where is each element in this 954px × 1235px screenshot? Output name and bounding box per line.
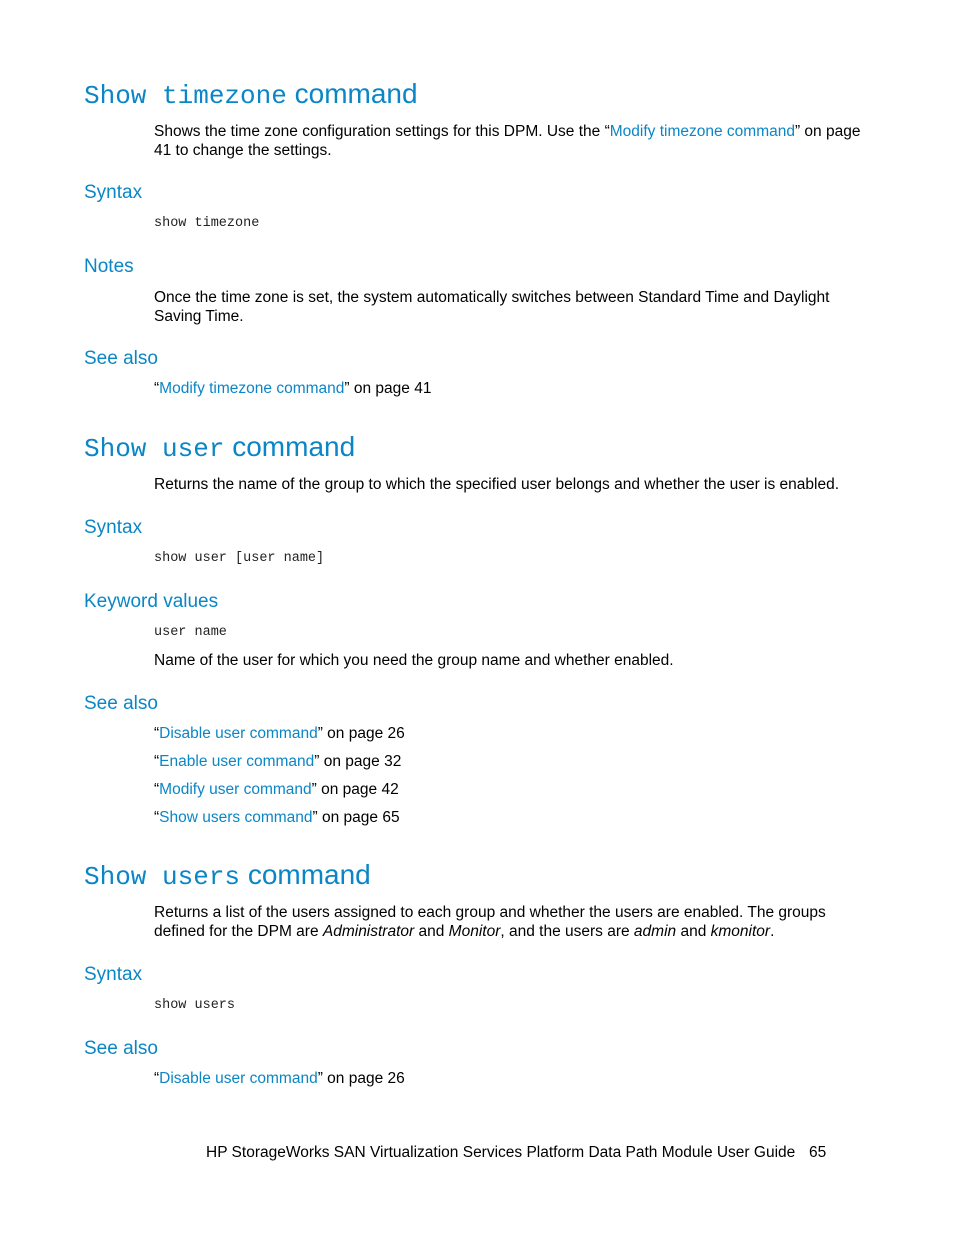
see-also-heading: See also (84, 693, 158, 714)
syntax-code: show timezone (154, 216, 260, 231)
see-also-item (154, 808, 400, 827)
quote-open: “ (154, 725, 160, 742)
desc-text: ” on page (794, 123, 861, 140)
heading-command-word: command (247, 859, 371, 890)
syntax-code: show users (154, 998, 236, 1013)
see-also-heading: See also (84, 348, 158, 369)
notes-heading: Notes (84, 256, 134, 277)
see-also-item (154, 780, 399, 799)
show-user-description: Returns the name of the group to which the specified user belongs and whether the user is enabled. (154, 476, 840, 493)
section-heading-show-user (84, 433, 355, 462)
quote-open: “ (154, 753, 160, 770)
quote-open: “ (154, 809, 160, 826)
see-also-item (154, 724, 405, 743)
modify-timezone-link[interactable]: Modify timezone command (159, 380, 345, 397)
heading-command-word: command (294, 78, 418, 109)
notes-text (154, 288, 829, 326)
enable-user-link[interactable]: Enable user command (159, 753, 315, 770)
footer-title: HP StorageWorks SAN Virtualization Services Platform Data Path Module User Guide (206, 1144, 796, 1161)
disable-user-link[interactable]: Disable user command (159, 1070, 318, 1087)
quote-open: “ (154, 781, 160, 798)
keyword-code: user name (154, 625, 227, 640)
desc-text: . (770, 923, 775, 940)
group-name: Administrator (322, 923, 415, 940)
modify-timezone-link[interactable]: Modify timezone command (609, 123, 795, 140)
desc-text: and (676, 923, 711, 940)
keyword-values-heading: Keyword values (84, 591, 219, 612)
disable-user-link[interactable]: Disable user command (159, 725, 318, 742)
desc-text: 41 to change the settings. (154, 142, 332, 159)
syntax-heading: Syntax (84, 517, 143, 538)
keyword-description: Name of the user for which you need the group name and whether enabled. (154, 652, 674, 669)
syntax-heading: Syntax (84, 964, 143, 985)
syntax-heading: Syntax (84, 182, 143, 203)
notes-line: Saving Time. (154, 308, 244, 325)
page-ref: ” on page 42 (311, 781, 399, 798)
desc-line: Returns a list of the users assigned to each group and whether the users are enabled. The groups (154, 904, 826, 921)
page-ref: ” on page 26 (317, 1070, 405, 1087)
heading-command-name: Show users (84, 862, 241, 892)
page-number: 65 (809, 1144, 827, 1161)
desc-text: Shows the time zone configuration settings for this DPM. Use the “ (154, 123, 610, 140)
show-users-link[interactable]: Show users command (159, 809, 313, 826)
see-also-item (154, 752, 401, 771)
heading-command-name: Show user (84, 434, 225, 464)
see-also-heading: See also (84, 1038, 158, 1059)
desc-text: defined for the DPM are (154, 923, 323, 940)
group-name: Monitor (448, 923, 501, 940)
page-ref: ” on page 26 (317, 725, 405, 742)
notes-line: Once the time zone is set, the system automatically switches between Standard Time and Daylight (154, 289, 830, 306)
show-timezone-description (154, 122, 860, 160)
heading-command-name: Show timezone (84, 81, 287, 111)
page-ref: ” on page 41 (344, 380, 432, 397)
desc-text: , and the users are (500, 923, 634, 940)
user-name: admin (633, 923, 677, 940)
section-heading-show-timezone (84, 80, 418, 109)
show-users-description (154, 903, 826, 941)
user-name: kmonitor (710, 923, 771, 940)
page-ref: ” on page 32 (314, 753, 402, 770)
heading-command-word: command (232, 431, 356, 462)
syntax-code: show user [user name] (154, 551, 325, 566)
section-heading-show-users (84, 861, 371, 890)
see-also-item (154, 379, 431, 398)
modify-user-link[interactable]: Modify user command (159, 781, 312, 798)
quote-open: “ (154, 380, 160, 397)
desc-text: and (414, 923, 449, 940)
page-ref: ” on page 65 (312, 809, 400, 826)
quote-open: “ (154, 1070, 160, 1087)
see-also-item (154, 1069, 405, 1088)
